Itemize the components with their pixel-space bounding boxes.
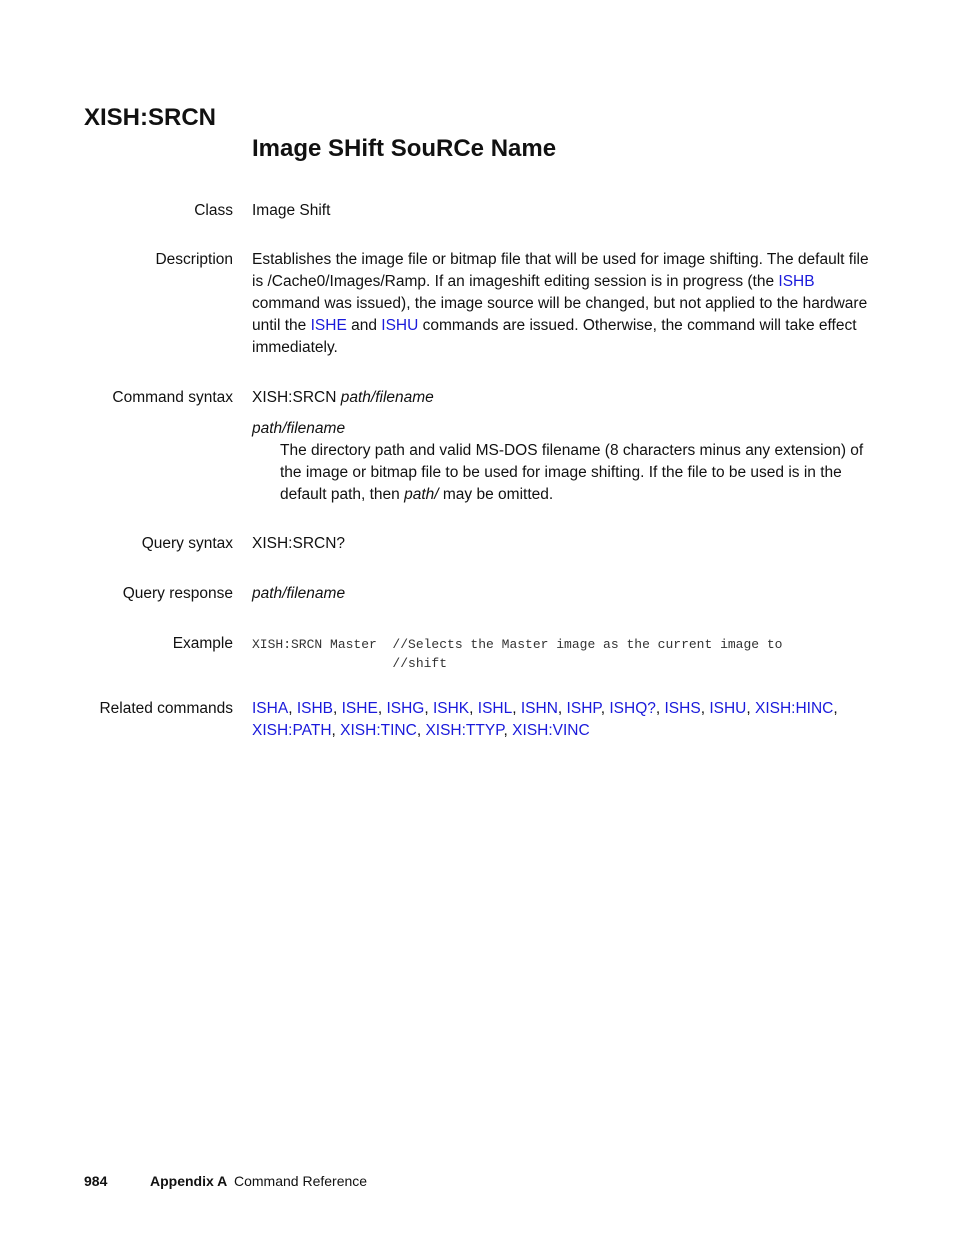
related-link[interactable]: XISH:PATH xyxy=(252,722,332,739)
example-code xyxy=(252,635,872,673)
example-line-1: XISH:SRCN Master //Selects the Master image as the current image to xyxy=(252,637,783,652)
description-label: Description xyxy=(155,251,233,268)
description-text xyxy=(252,249,872,359)
page-number: 984 xyxy=(84,1173,108,1189)
related-commands-list: ISHA, ISHB, ISHE, ISHG, ISHK, ISHL, ISHN, ISHP, ISHQ?, ISHS, ISHU, XISH:HINC, XISH:PATH, XISH:TINC, XISH:TTYP, XISH:VINC xyxy=(252,700,838,739)
query-response-value: path/filename xyxy=(252,585,346,602)
related-link[interactable]: ISHE xyxy=(341,700,378,717)
param-desc-italic: path/ xyxy=(404,486,439,503)
command-subtitle: Image SHift SouRCe Name xyxy=(252,135,557,162)
related-link[interactable]: ISHL xyxy=(477,700,513,717)
param-desc-part-1: The directory path and valid MS-DOS filename (8 characters minus any extension) of the image or bitmap file to be used for image shifting. If the file to be used is in the default path, then xyxy=(280,442,864,503)
related-commands-label: Related commands xyxy=(99,700,233,717)
class-value: Image Shift xyxy=(252,202,331,219)
related-link[interactable]: ISHU xyxy=(709,700,747,717)
related-link[interactable]: ISHQ? xyxy=(609,700,656,717)
description-part-1: Establishes the image file or bitmap file that will be used for image shifting. The default file is /Cache0/Images/Ramp. If an imageshift editing session is in progress (the xyxy=(252,251,869,290)
related-link[interactable]: ISHK xyxy=(432,700,470,717)
query-syntax-value: XISH:SRCN? xyxy=(252,535,346,552)
page-footer xyxy=(84,1173,368,1189)
related-link[interactable]: ISHP xyxy=(566,700,601,717)
related-link[interactable]: XISH:TTYP xyxy=(425,722,504,739)
related-link[interactable]: XISH:VINC xyxy=(512,722,590,739)
param-description xyxy=(252,440,872,506)
command-syntax-content xyxy=(252,387,872,506)
command-syntax-label: Command syntax xyxy=(112,389,233,406)
related-link[interactable]: ISHG xyxy=(386,700,425,717)
link-ishu[interactable]: ISHU xyxy=(381,317,419,334)
related-link[interactable]: ISHS xyxy=(664,700,701,717)
related-link[interactable]: ISHA xyxy=(252,700,289,717)
command-syntax-line xyxy=(252,387,872,409)
query-response-label: Query response xyxy=(122,585,233,602)
command-title: XISH:SRCN xyxy=(84,104,217,131)
example-label: Example xyxy=(172,635,233,652)
query-syntax-label: Query syntax xyxy=(141,535,233,552)
related-link[interactable]: XISH:HINC xyxy=(754,700,834,717)
description-part-3: and xyxy=(346,317,382,334)
related-link[interactable]: ISHN xyxy=(520,700,558,717)
description-part-2: command was issued), the image source will be changed, but not applied to the hardware until the xyxy=(252,295,868,334)
footer-appendix: Appendix A xyxy=(150,1173,228,1189)
link-ishe[interactable]: ISHE xyxy=(310,317,347,334)
related-link[interactable]: ISHB xyxy=(296,700,333,717)
description-part-4: commands are issued. Otherwise, the command will take effect immediately. xyxy=(252,317,857,356)
param-name: path/filename xyxy=(252,420,346,437)
param-desc-part-2: may be omitted. xyxy=(438,486,554,503)
footer-section: Command Reference xyxy=(234,1173,368,1189)
class-label: Class xyxy=(194,202,233,219)
link-ishb[interactable]: ISHB xyxy=(778,273,815,290)
example-line-2: //shift xyxy=(252,656,448,671)
command-syntax-cmd: XISH:SRCN xyxy=(252,389,341,406)
related-link[interactable]: XISH:TINC xyxy=(340,722,417,739)
command-syntax-param: path/filename xyxy=(340,389,434,406)
